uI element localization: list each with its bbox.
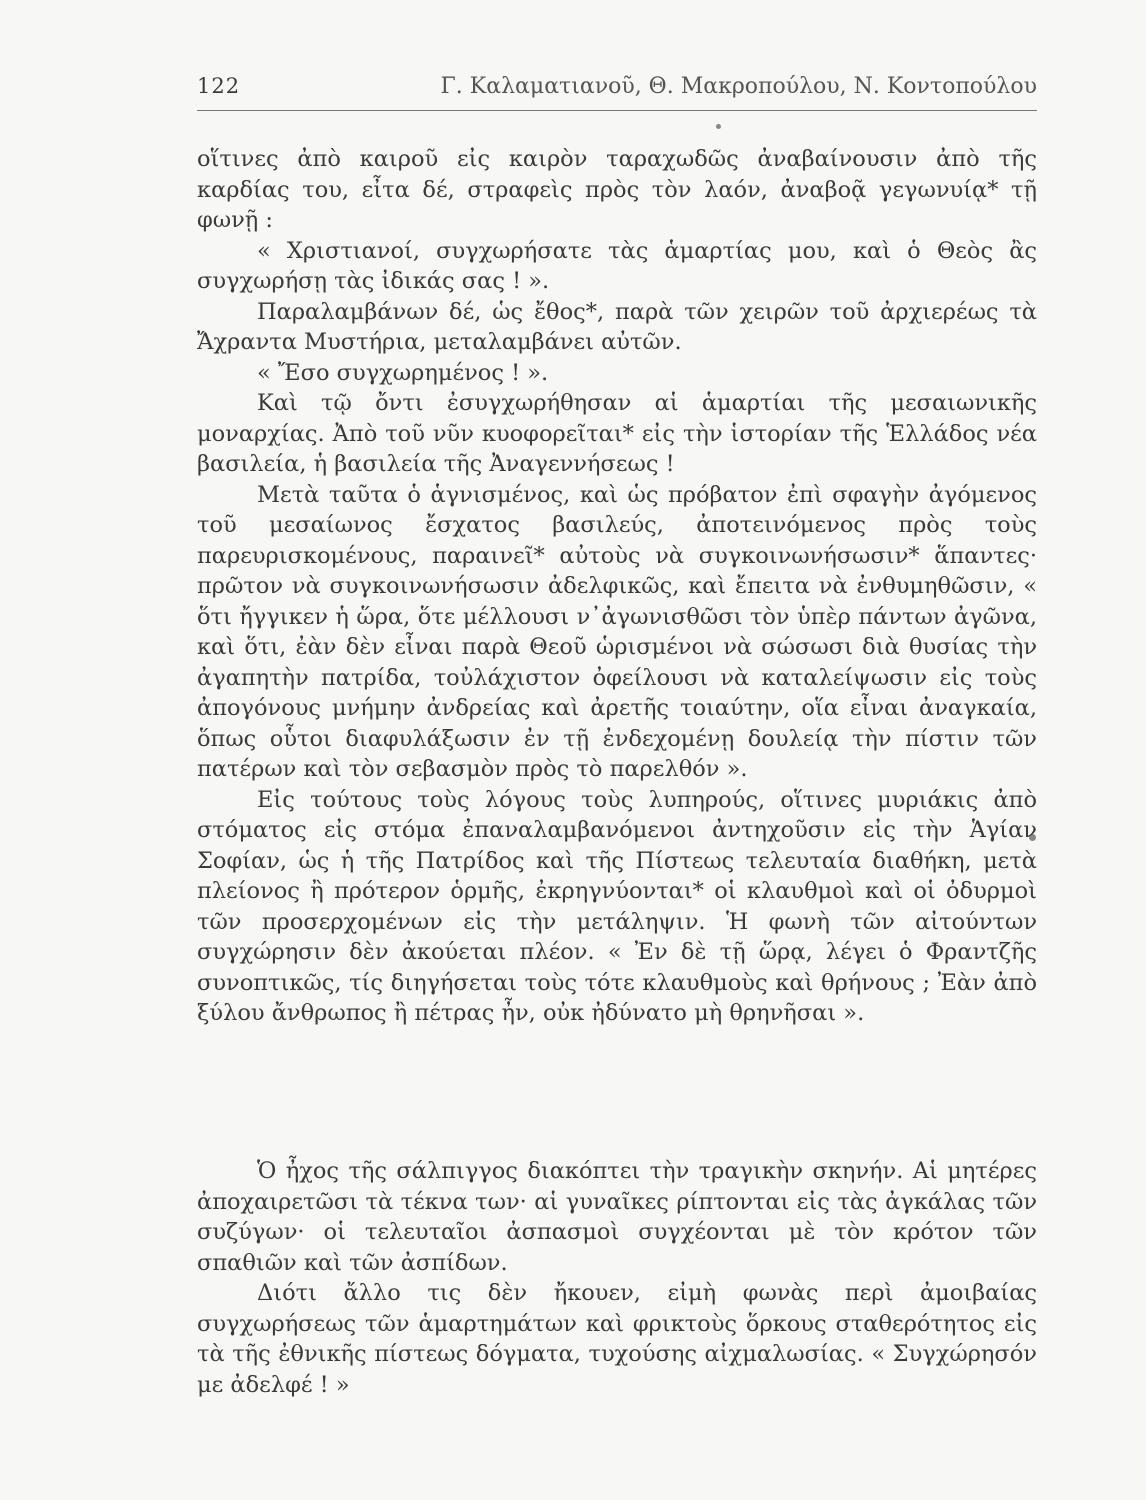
paragraph: Παραλαμβάνων δέ, ὡς ἔθος*, παρὰ τῶν χειρῶν τοῦ ἀρχιερέως τὰ Ἄχραντα Μυστήρια, μεταλαμβάνει αὐτῶν. xyxy=(197,298,1037,355)
paragraph: Διότι ἄλλο τις δὲν ἤκουεν, εἰμὴ φωνὰς περὶ ἀμοιβαίας συγχωρήσεως τῶν ἁμαρτημάτων καὶ φρικτοὺς ὅρκους σταθερότητος εἰς τὰ τῆς ἐθνικῆς πίστεως δόγματα, τυχούσης αἰχμαλωσίας. « Συγχώρησόν με ἀδελφέ ! » xyxy=(197,1280,1037,1398)
print-speck xyxy=(716,124,721,129)
paragraph: Εἰς τούτους τοὺς λόγους τοὺς λυπηρούς, οἵτινες μυριάκις ἀπὸ στόματος εἰς στόμα ἐπαναλαμβανόμενοι ἀντηχοῦσιν εἰς τὴν Ἁγίαν Σοφίαν, ὡς ἡ τῆς Πατρίδος καὶ τῆς Πίστεως τελευταία διαθήκη, μετὰ πλείονος ἢ πρότερον ὁρμῆς, ἐκρηγνύονται* οἱ κλαυθμοὶ καὶ οἱ ὀδυρμοὶ τῶν προσερχομένων εἰς τὴν μετάληψιν. Ἡ φωνὴ τῶν αἰτούντων συγχώρησιν δὲν ἀκούεται πλέον. « Ἐν δὲ τῇ ὥρᾳ, λέγει ὁ Φραντζῆς συνοπτικῶς, τίς διηγήσεται τοὺς τότε κλαυθμοὺς καὶ θρήνους ; Ἐὰν ἀπὸ ξύλου ἄνθρωπος ἢ πέτρας ἦν, οὐκ ἠδύνατο μὴ θρηνῆσαι ». xyxy=(197,786,1037,1026)
paragraph: Ὁ ἦχος τῆς σάλπιγγος διακόπτει τὴν τραγικὴν σκηνήν. Αἱ μητέρες ἀποχαιρετῶσι τὰ τέκνα των· αἱ γυναῖκες ρίπτονται εἰς τὰς ἀγκάλας τῶν συζύγων· οἱ τελευταῖοι ἀσπασμοὶ συγχέονται μὲ τὸν κρότον τῶν σπαθιῶν καὶ τῶν ἀσπίδων. xyxy=(197,1158,1037,1276)
header-rule xyxy=(197,110,1037,111)
paragraph: Μετὰ ταῦτα ὁ ἁγνισμένος, καὶ ὡς πρόβατον ἐπὶ σφαγὴν ἀγόμενος τοῦ μεσαίωνος ἔσχατος βασιλεύς, ἀποτεινόμενος πρὸς τοὺς παρευρισκομένους, παραινεῖ* αὐτοὺς νὰ συγκοινωνήσωσιν* ἅπαντες· πρῶτον νὰ συγκοινωνήσωσιν ἀδελφικῶς, καὶ ἔπειτα νὰ ἐνθυμηθῶσιν, « ὅτι ἤγγικεν ἡ ὥρα, ὅτε μέλλουσι ν᾽ἀγωνισθῶσι τὸν ὑπὲρ πάντων ἀγῶνα, καὶ ὅτι, ἐὰν δὲν εἶναι παρὰ Θεοῦ ὡρισμένοι νὰ σώσωσι διὰ θυσίας τὴν ἀγαπητὴν πατρίδα, τοὐλάχιστον ὀφείλουσι νὰ καταλείψωσιν εἰς τοὺς ἀπογόνους μνήμην ἀνδρείας καὶ ἀρετῆς τοιαύτην, οἵα εἶναι ἀναγκαία, ὅπως οὗτοι διαφυλάξωσιν ἐν τῇ ἐνδεχομένῃ δουλείᾳ τὴν πίστιν τῶν πατέρων καὶ τὸν σεβασμὸν πρὸς τὸ παρελθόν ». xyxy=(197,481,1037,782)
paragraph: Καὶ τῷ ὄντι ἐσυγχωρήθησαν αἱ ἁμαρτίαι τῆς μεσαιωνικῆς μοναρχίας. Ἀπὸ τοῦ νῦν κυοφορεῖται* εἰς τὴν ἱστορίαν τῆς Ἑλλάδος νέα βασιλεία, ἡ βασιλεία τῆς Ἀναγεννήσεως ! xyxy=(197,390,1037,477)
page-number: 122 xyxy=(197,74,241,98)
paragraph: « Ἔσο συγχωρημένος ! ». xyxy=(257,359,549,386)
body-text-section-2 xyxy=(197,1156,1037,1400)
page-header xyxy=(197,72,1037,106)
running-title: Γ. Καλαματιανοῦ, Θ. Μακροπούλου, Ν. Κοντοπούλου xyxy=(440,74,1037,99)
body-text-section-1 xyxy=(197,144,1037,1029)
paragraph: « Χριστιανοί, συγχωρήσατε τὰς ἁμαρτίας μου, καὶ ὁ Θεὸς ἂς συγχωρήσῃ τὰς ἰδικάς σας ! ». xyxy=(197,237,1037,294)
paragraph: οἵτινες ἀπὸ καιροῦ εἰς καιρὸν ταραχωδῶς ἀναβαίνουσιν ἀπὸ τῆς καρδίας του, εἶτα δέ, στραφεὶς πρὸς τὸν λαόν, ἀναβοᾷ γεγωνυίᾳ* τῇ φωνῇ : xyxy=(197,146,1037,233)
